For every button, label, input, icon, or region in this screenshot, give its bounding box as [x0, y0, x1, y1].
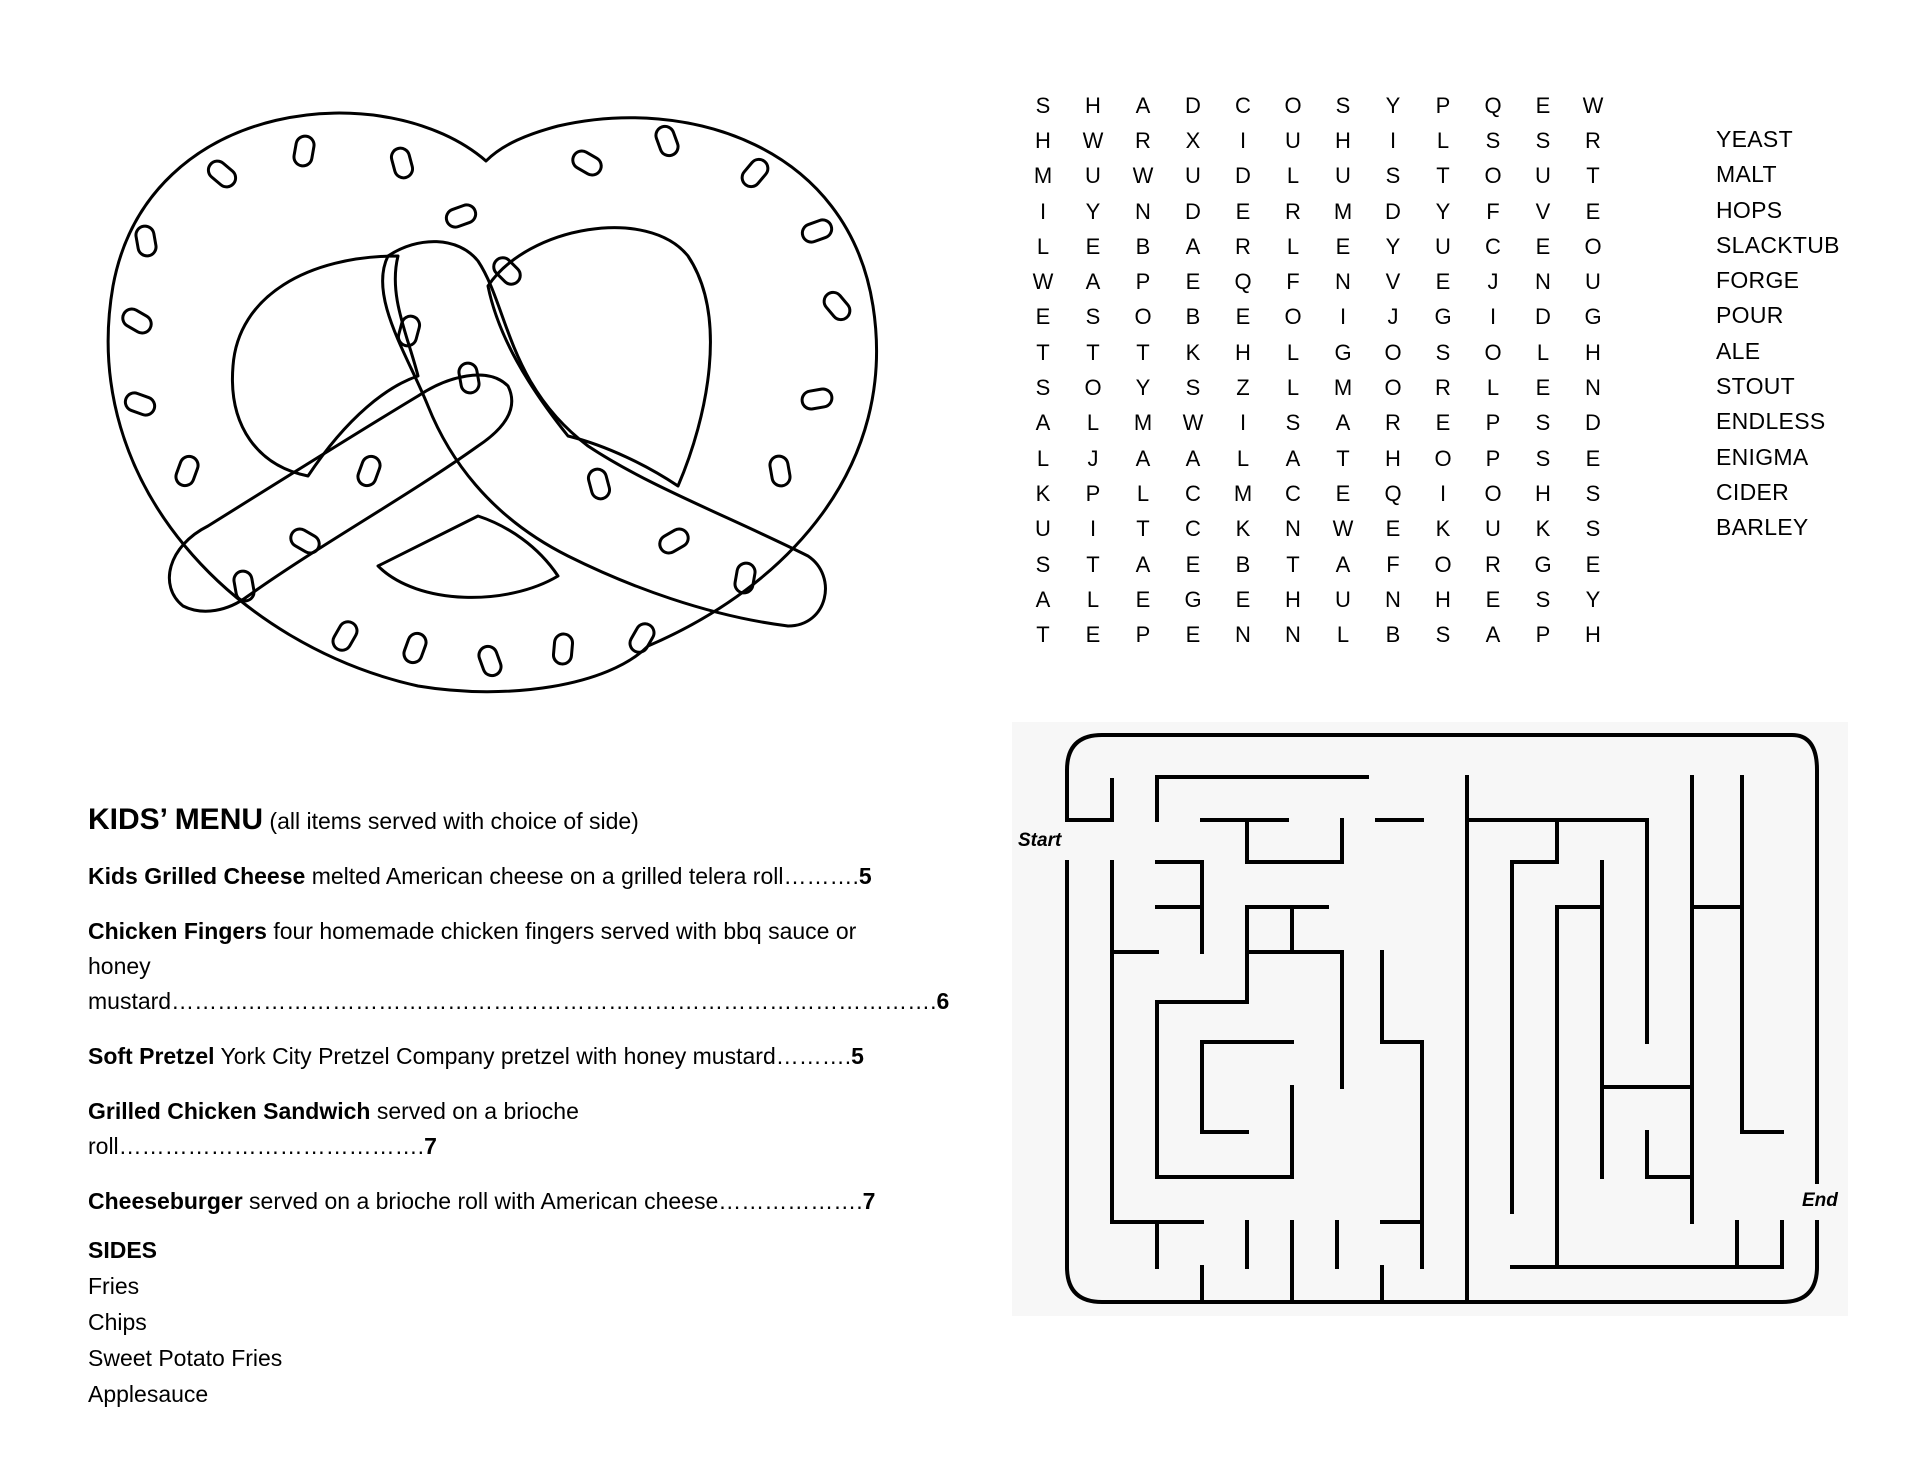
- word-list-item: STOUT: [1716, 373, 1796, 400]
- word-search-letter: D: [1535, 304, 1551, 330]
- word-search-letter: E: [1585, 551, 1601, 577]
- word-search-letter: Q: [1234, 269, 1252, 295]
- menu-item: [88, 1184, 898, 1219]
- word-search-letter: N: [1385, 586, 1401, 612]
- word-search-letter: L: [1436, 127, 1450, 153]
- word-search-letter: R: [1385, 410, 1401, 436]
- word-search-letter: K: [1035, 480, 1051, 506]
- menu-item-description: York City Pretzel Company pretzel with honey mustard……….: [214, 1043, 852, 1069]
- word-search-letter: E: [1435, 269, 1451, 295]
- word-search-letter: E: [1335, 480, 1351, 506]
- word-search-letter: C: [1485, 233, 1501, 259]
- word-search-letter: T: [1286, 551, 1300, 577]
- word-search-letter: S: [1485, 127, 1501, 153]
- word-search-letter: H: [1585, 622, 1601, 648]
- word-search-letter: S: [1535, 127, 1551, 153]
- word-search-letter: W: [1132, 163, 1154, 189]
- word-search-letter: S: [1385, 163, 1401, 189]
- word-search-letter: Y: [1435, 198, 1451, 224]
- menu-item-name: Cheeseburger: [88, 1188, 243, 1214]
- word-search-letter: E: [1085, 622, 1101, 648]
- word-search-letter: S: [1535, 410, 1551, 436]
- word-search-letter: L: [1086, 586, 1100, 612]
- word-search-letter: F: [1286, 269, 1300, 295]
- menu-item-name: Chicken Fingers: [88, 918, 267, 944]
- menu-item: [88, 1039, 898, 1074]
- word-search-letter: P: [1085, 480, 1101, 506]
- word-search-letter: G: [1534, 551, 1552, 577]
- word-search-letter: P: [1535, 622, 1551, 648]
- word-search-letter: E: [1235, 586, 1251, 612]
- word-list-item: HOPS: [1716, 196, 1783, 223]
- word-list-item: SLACKTUB: [1716, 231, 1840, 258]
- menu-heading: [88, 800, 898, 841]
- word-search-letter: W: [1332, 516, 1354, 542]
- word-search-row: [1018, 406, 1618, 441]
- word-search-letter: V: [1385, 269, 1401, 295]
- word-search-letter: U: [1035, 516, 1051, 542]
- menu-subtitle: (all items served with choice of side): [269, 808, 639, 834]
- word-search-letter: L: [1286, 339, 1300, 365]
- menu-item-price: 7: [862, 1188, 876, 1214]
- kids-menu: [88, 800, 950, 1239]
- word-search-letter: D: [1185, 198, 1201, 224]
- word-search-letter: L: [1286, 163, 1300, 189]
- word-search-letter: O: [1584, 233, 1602, 259]
- word-search-letter: E: [1135, 586, 1151, 612]
- word-search-letter: L: [1036, 445, 1050, 471]
- word-search-letter: H: [1335, 127, 1351, 153]
- word-search-letter: S: [1535, 586, 1551, 612]
- word-search-letter: Y: [1585, 586, 1601, 612]
- menu-item-description: served on a brioche roll………………………………….: [88, 1098, 579, 1159]
- word-search-letter: O: [1084, 375, 1102, 401]
- word-search-letter: E: [1235, 198, 1251, 224]
- word-search-row: [1018, 194, 1618, 229]
- word-search-letter: O: [1484, 163, 1502, 189]
- word-search-letter: L: [1136, 480, 1150, 506]
- word-search-letter: E: [1535, 92, 1551, 118]
- word-search-letter: U: [1185, 163, 1201, 189]
- word-search-letter: T: [1436, 163, 1450, 189]
- maze-start-label: Start: [1018, 830, 1062, 851]
- word-search-puzzle: [1018, 88, 1618, 653]
- word-search-letter: S: [1185, 375, 1201, 401]
- word-search-letter: S: [1535, 445, 1551, 471]
- word-search-letter: R: [1485, 551, 1501, 577]
- word-search-letter: U: [1335, 586, 1351, 612]
- word-search-letter: P: [1435, 92, 1451, 118]
- word-search-letter: G: [1184, 586, 1202, 612]
- word-search-letter: Y: [1385, 92, 1401, 118]
- side-item: Chips: [88, 1309, 147, 1335]
- word-search-letter: T: [1036, 339, 1050, 365]
- word-search-letter: T: [1036, 622, 1050, 648]
- word-search-letter: G: [1334, 339, 1352, 365]
- word-list-item: ALE: [1716, 337, 1761, 364]
- word-search-grid: [1018, 88, 1618, 653]
- side-item: Sweet Potato Fries: [88, 1345, 283, 1371]
- word-search-letter: K: [1435, 516, 1451, 542]
- menu-item: [88, 859, 898, 894]
- word-search-letter: S: [1585, 516, 1601, 542]
- word-search-row: [1018, 88, 1618, 123]
- word-search-letter: E: [1185, 269, 1201, 295]
- word-search-letter: L: [1536, 339, 1550, 365]
- word-search-letter: E: [1235, 304, 1251, 330]
- word-search-letter: E: [1335, 233, 1351, 259]
- word-list-item: CIDER: [1716, 478, 1790, 505]
- word-search-letter: M: [1333, 375, 1353, 401]
- word-search-letter: I: [1089, 516, 1097, 542]
- menu-title: KIDS’ MENU: [88, 803, 264, 836]
- word-search-letter: X: [1185, 127, 1201, 153]
- word-search-letter: Y: [1135, 375, 1151, 401]
- word-search-letter: S: [1035, 92, 1051, 118]
- menu-item-description: served on a brioche roll with American cheese……………….: [242, 1188, 863, 1214]
- word-search-letter: A: [1085, 269, 1101, 295]
- word-search-word-list: [1716, 122, 1840, 546]
- word-list-item: YEAST: [1716, 126, 1793, 152]
- word-search-letter: E: [1185, 622, 1201, 648]
- word-search-letter: A: [1135, 92, 1151, 118]
- word-search-letter: R: [1135, 127, 1151, 153]
- word-search-letter: S: [1335, 92, 1351, 118]
- word-search-row: [1018, 229, 1618, 264]
- word-search-letter: Q: [1484, 92, 1502, 118]
- word-search-letter: U: [1285, 127, 1301, 153]
- word-search-letter: I: [1489, 304, 1497, 330]
- word-search-letter: D: [1385, 198, 1401, 224]
- word-search-letter: N: [1135, 198, 1151, 224]
- sides-title: SIDES: [88, 1237, 158, 1263]
- word-search-letter: J: [1387, 304, 1399, 330]
- word-search-letter: L: [1036, 233, 1050, 259]
- word-search-letter: B: [1135, 233, 1151, 259]
- word-search-letter: D: [1235, 163, 1251, 189]
- word-search-row: [1018, 300, 1618, 335]
- word-search-letter: S: [1035, 551, 1051, 577]
- word-search-letter: O: [1384, 339, 1402, 365]
- word-search-letter: M: [1333, 198, 1353, 224]
- word-search-letter: L: [1086, 410, 1100, 436]
- menu-item-name: Soft Pretzel: [88, 1043, 215, 1069]
- word-search-letter: B: [1385, 622, 1401, 648]
- word-search-letter: U: [1335, 163, 1351, 189]
- word-search-letter: M: [1133, 410, 1153, 436]
- word-search-row: [1018, 512, 1618, 547]
- word-search-letter: J: [1487, 269, 1499, 295]
- word-search-row: [1018, 476, 1618, 511]
- word-search-letter: H: [1535, 480, 1551, 506]
- word-search-letter: T: [1136, 516, 1150, 542]
- word-search-letter: P: [1485, 445, 1501, 471]
- word-search-letter: K: [1235, 516, 1251, 542]
- side-item: Applesauce: [88, 1381, 209, 1407]
- word-search-letter: V: [1535, 198, 1551, 224]
- maze-end-label: End: [1802, 1190, 1838, 1211]
- side-item: Fries: [88, 1273, 140, 1299]
- word-search-letter: M: [1033, 163, 1053, 189]
- word-search-row: [1018, 441, 1618, 476]
- word-search-letter: P: [1485, 410, 1501, 436]
- word-search-letter: T: [1086, 551, 1100, 577]
- pretzel-coloring-image: [88, 86, 894, 726]
- word-search-letter: E: [1385, 516, 1401, 542]
- word-search-letter: C: [1235, 92, 1251, 118]
- word-search-letter: O: [1134, 304, 1152, 330]
- word-search-letter: F: [1386, 551, 1400, 577]
- menu-item-price: 7: [424, 1133, 437, 1159]
- word-search-letter: I: [1339, 304, 1347, 330]
- word-search-letter: P: [1135, 269, 1151, 295]
- word-search-letter: C: [1185, 480, 1201, 506]
- word-search-letter: M: [1233, 480, 1253, 506]
- word-search-letter: I: [1439, 480, 1447, 506]
- menu-item-name: Grilled Chicken Sandwich: [88, 1098, 371, 1124]
- word-search-letter: I: [1389, 127, 1397, 153]
- menu-item-description: four homemade chicken fingers served with bbq sauce or honey mustard……………………………………………………………………………………….: [88, 918, 937, 1014]
- word-search-letter: O: [1284, 304, 1302, 330]
- word-search-row: [1018, 264, 1618, 299]
- word-search-row: [1018, 617, 1618, 652]
- word-list-item: ENDLESS: [1716, 408, 1826, 435]
- word-search-letter: O: [1484, 339, 1502, 365]
- word-search-letter: L: [1286, 233, 1300, 259]
- word-search-letter: A: [1185, 233, 1201, 259]
- word-search-letter: I: [1239, 127, 1247, 153]
- word-search-letter: H: [1435, 586, 1451, 612]
- word-search-letter: E: [1535, 375, 1551, 401]
- word-search-letter: U: [1085, 163, 1101, 189]
- word-search-row: [1018, 370, 1618, 405]
- word-search-letter: L: [1336, 622, 1350, 648]
- word-search-letter: A: [1185, 445, 1201, 471]
- word-search-letter: A: [1335, 551, 1351, 577]
- menu-item-price: 6: [936, 988, 950, 1014]
- word-list-item: POUR: [1716, 302, 1784, 329]
- word-search-letter: S: [1435, 339, 1451, 365]
- menu-item: [88, 1094, 898, 1164]
- sides-section: [88, 1232, 282, 1412]
- word-search-letter: N: [1285, 516, 1301, 542]
- menu-item-description: melted American cheese on a grilled telera roll……….: [305, 863, 859, 889]
- word-search-letter: A: [1035, 410, 1051, 436]
- word-search-letter: D: [1585, 410, 1601, 436]
- word-search-letter: U: [1485, 516, 1501, 542]
- word-search-letter: I: [1239, 410, 1247, 436]
- word-search-letter: W: [1182, 410, 1204, 436]
- word-search-letter: G: [1584, 304, 1602, 330]
- word-search-letter: T: [1336, 445, 1350, 471]
- word-search-letter: B: [1235, 551, 1251, 577]
- maze-puzzle: [1012, 722, 1848, 1316]
- word-search-letter: R: [1435, 375, 1451, 401]
- word-search-letter: T: [1586, 163, 1600, 189]
- word-search-letter: S: [1085, 304, 1101, 330]
- word-search-letter: E: [1585, 198, 1601, 224]
- word-search-letter: C: [1285, 480, 1301, 506]
- word-search-letter: N: [1285, 622, 1301, 648]
- word-search-letter: W: [1032, 269, 1054, 295]
- word-search-letter: A: [1335, 410, 1351, 436]
- word-search-letter: O: [1434, 551, 1452, 577]
- word-search-letter: G: [1434, 304, 1452, 330]
- word-search-row: [1018, 123, 1618, 158]
- word-search-letter: P: [1135, 622, 1151, 648]
- word-search-row: [1018, 547, 1618, 582]
- word-search-letter: O: [1484, 480, 1502, 506]
- word-search-letter: S: [1585, 480, 1601, 506]
- word-search-letter: A: [1135, 551, 1151, 577]
- word-search-letter: Y: [1385, 233, 1401, 259]
- word-search-letter: U: [1585, 269, 1601, 295]
- word-search-letter: T: [1136, 339, 1150, 365]
- word-search-letter: S: [1435, 622, 1451, 648]
- word-search-letter: H: [1285, 586, 1301, 612]
- word-search-letter: L: [1486, 375, 1500, 401]
- word-search-letter: A: [1285, 445, 1301, 471]
- word-search-letter: N: [1535, 269, 1551, 295]
- word-search-letter: I: [1039, 198, 1047, 224]
- word-search-letter: D: [1185, 92, 1201, 118]
- word-search-letter: B: [1185, 304, 1201, 330]
- word-list-item: MALT: [1716, 161, 1777, 188]
- word-search-letter: H: [1235, 339, 1251, 365]
- word-search-letter: R: [1285, 198, 1301, 224]
- word-search-letter: L: [1236, 445, 1250, 471]
- word-search-letter: N: [1585, 375, 1601, 401]
- word-search-letter: W: [1082, 127, 1104, 153]
- word-search-row: [1018, 582, 1618, 617]
- word-search-letter: S: [1035, 375, 1051, 401]
- word-list-item: FORGE: [1716, 267, 1800, 294]
- word-search-letter: E: [1035, 304, 1051, 330]
- word-search-letter: T: [1086, 339, 1100, 365]
- word-search-letter: H: [1085, 92, 1101, 118]
- word-search-letter: U: [1435, 233, 1451, 259]
- word-search-letter: E: [1185, 551, 1201, 577]
- menu-item: [88, 914, 950, 1019]
- word-search-letter: O: [1434, 445, 1452, 471]
- word-search-letter: F: [1486, 198, 1500, 224]
- word-search-letter: O: [1284, 92, 1302, 118]
- word-search-letter: S: [1285, 410, 1301, 436]
- word-search-letter: H: [1585, 339, 1601, 365]
- word-search-letter: H: [1385, 445, 1401, 471]
- word-search-letter: J: [1087, 445, 1099, 471]
- word-list-item: ENIGMA: [1716, 443, 1809, 470]
- word-search-letter: W: [1582, 92, 1604, 118]
- word-list-item: BARLEY: [1716, 514, 1809, 541]
- menu-item-name: Kids Grilled Cheese: [88, 863, 306, 889]
- word-search-letter: O: [1384, 375, 1402, 401]
- word-search-row: [1018, 159, 1618, 194]
- word-search-letter: E: [1085, 233, 1101, 259]
- word-search-letter: N: [1235, 622, 1251, 648]
- word-search-letter: L: [1286, 375, 1300, 401]
- word-search-letter: R: [1585, 127, 1601, 153]
- menu-item-price: 5: [851, 1043, 864, 1069]
- word-search-letter: U: [1535, 163, 1551, 189]
- word-search-letter: Z: [1236, 375, 1250, 401]
- word-search-letter: A: [1035, 586, 1051, 612]
- word-search-row: [1018, 335, 1618, 370]
- menu-item-price: 5: [858, 863, 872, 889]
- word-search-letter: A: [1135, 445, 1151, 471]
- word-search-letter: K: [1535, 516, 1551, 542]
- word-search-letter: N: [1335, 269, 1351, 295]
- word-search-letter: R: [1235, 233, 1251, 259]
- word-search-letter: E: [1535, 233, 1551, 259]
- word-search-letter: E: [1485, 586, 1501, 612]
- word-search-letter: Q: [1384, 480, 1402, 506]
- word-search-letter: E: [1585, 445, 1601, 471]
- word-search-letter: Y: [1085, 198, 1101, 224]
- word-search-letter: H: [1035, 127, 1051, 153]
- word-search-letter: A: [1485, 622, 1501, 648]
- word-search-letter: C: [1185, 516, 1201, 542]
- word-search-letter: K: [1185, 339, 1201, 365]
- word-search-letter: E: [1435, 410, 1451, 436]
